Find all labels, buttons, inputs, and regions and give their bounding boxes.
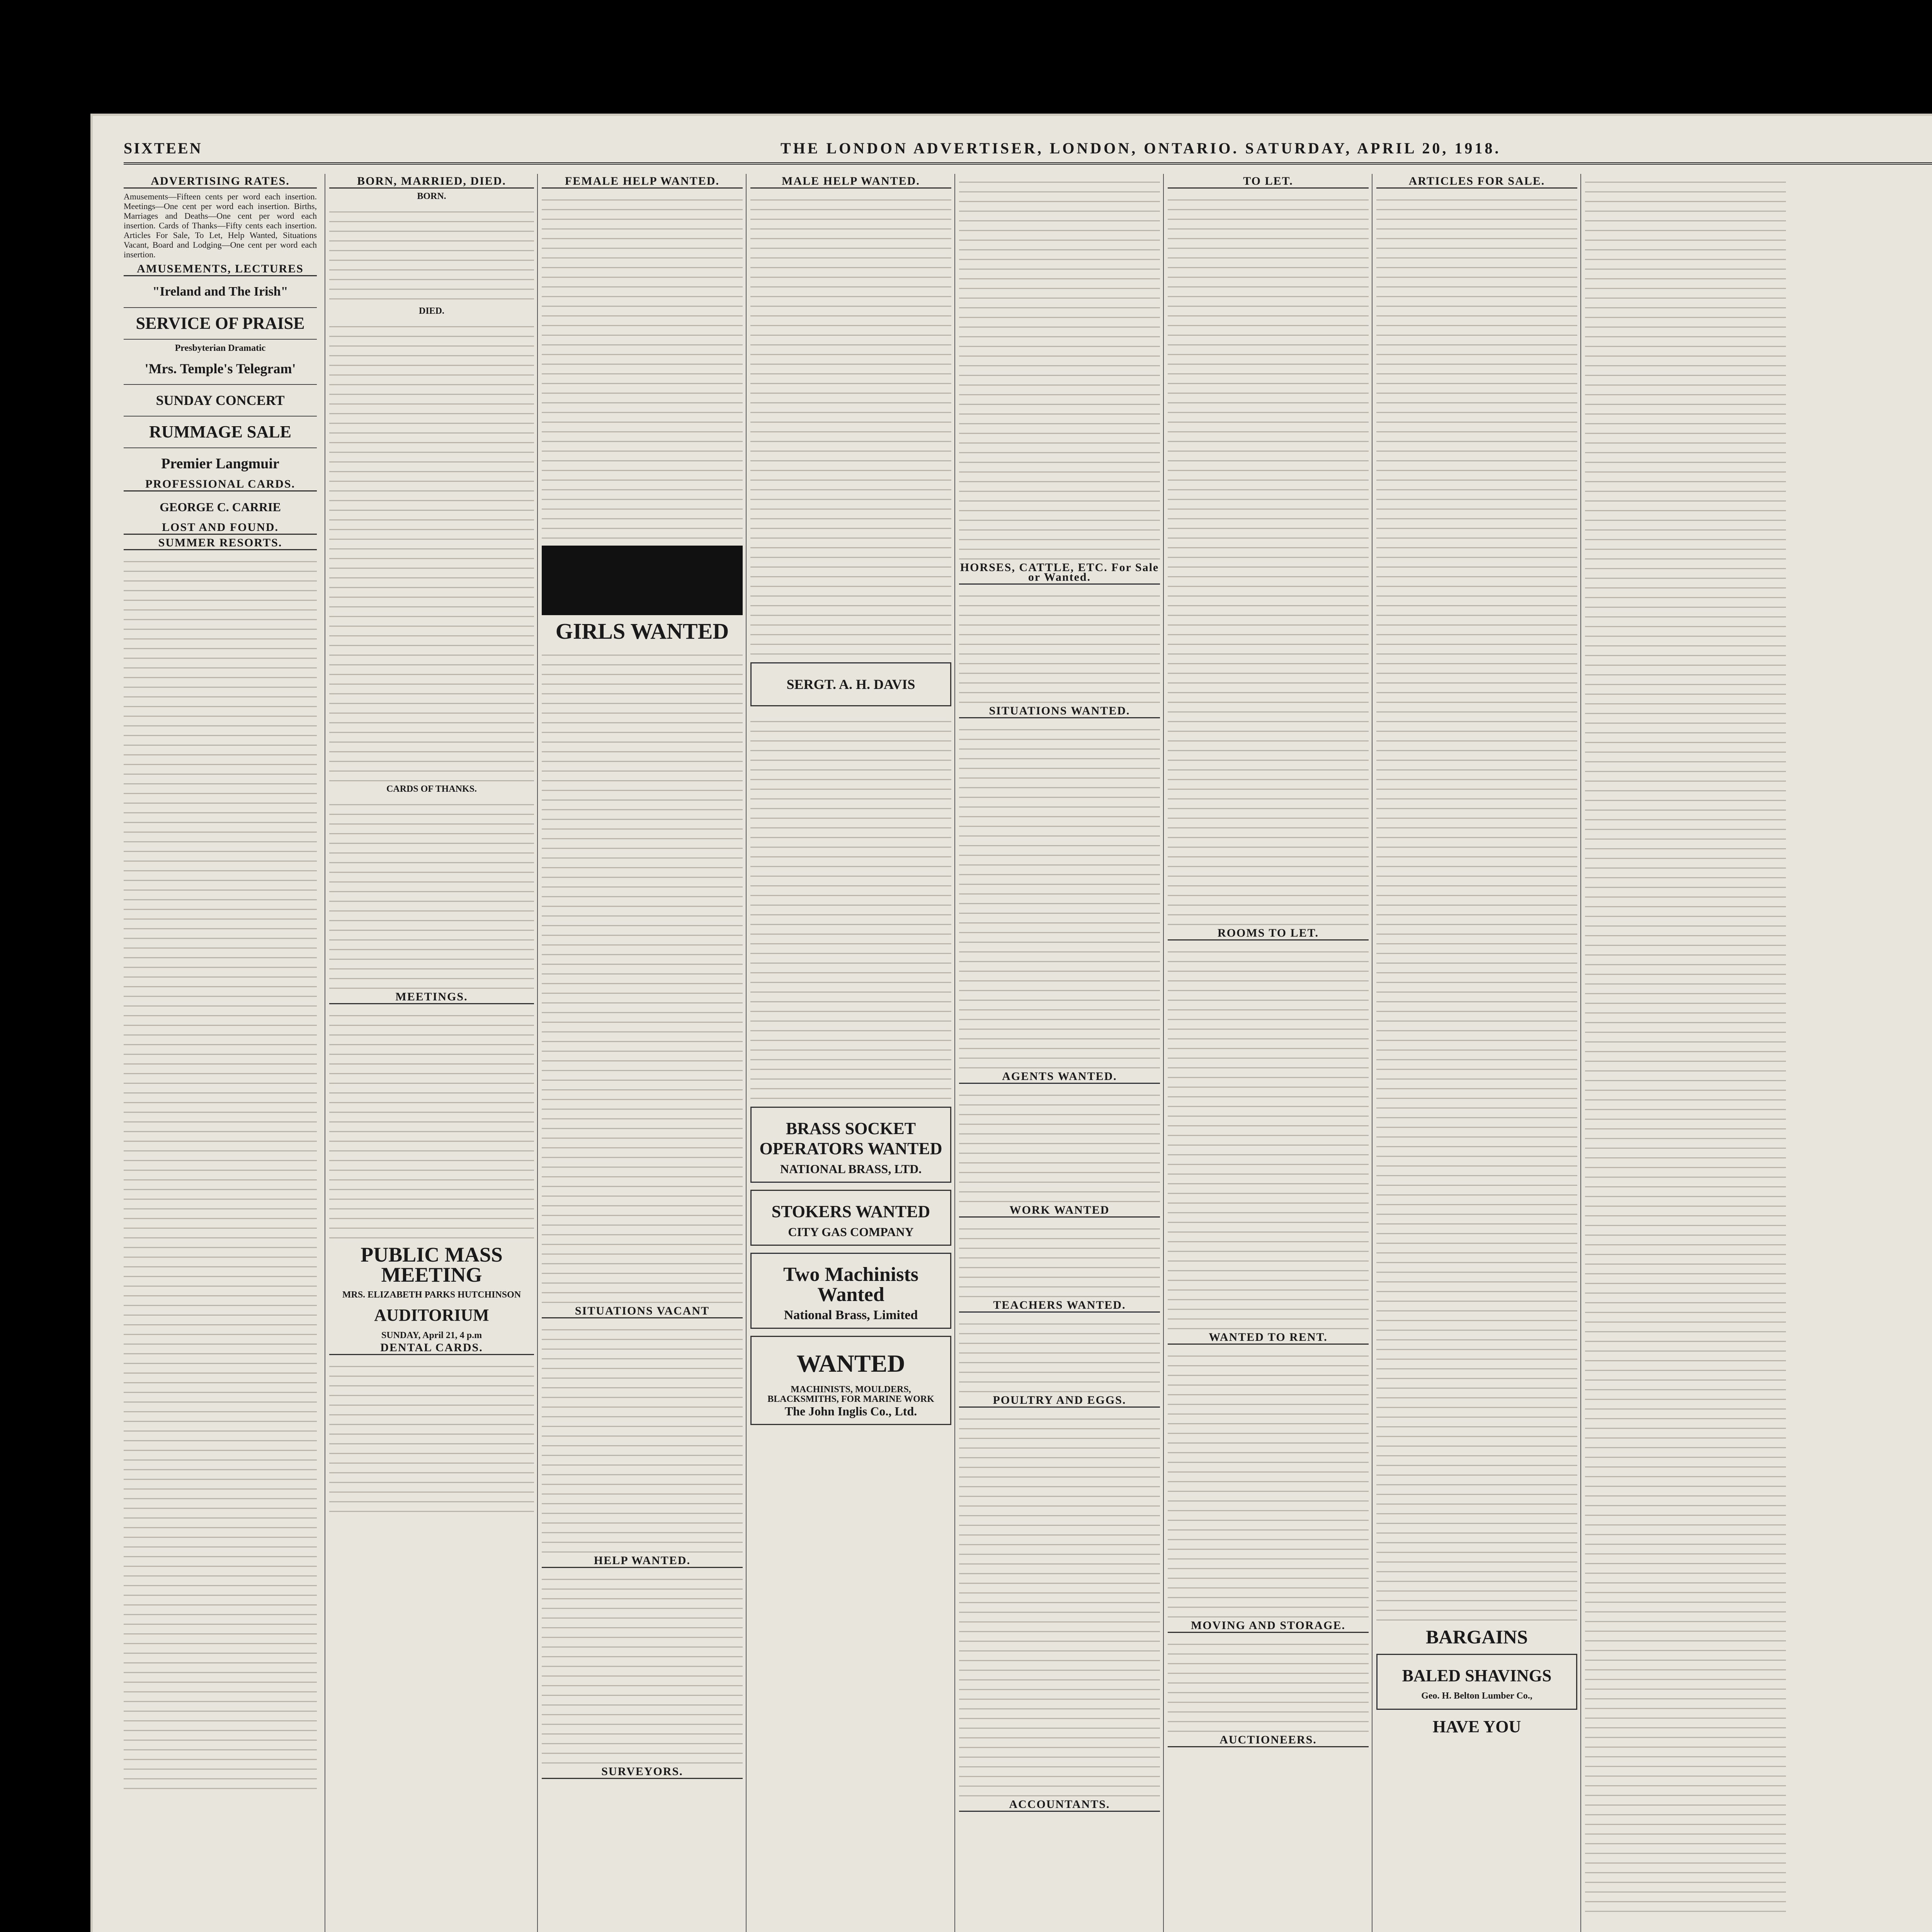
work-wanted-heading: WORK WANTED bbox=[959, 1205, 1160, 1218]
brass-ad bbox=[750, 1107, 951, 1183]
divider bbox=[124, 447, 317, 448]
machinists-title: Two Machinists Wanted bbox=[783, 1264, 919, 1306]
ad-text-block bbox=[542, 192, 743, 539]
ad-text-block bbox=[329, 796, 534, 990]
ad-text-block bbox=[1585, 174, 1786, 1913]
ad-text-block bbox=[959, 1087, 1160, 1203]
ad-text-block bbox=[329, 1007, 534, 1239]
ad-text-block bbox=[1168, 192, 1369, 926]
ad-text-block bbox=[329, 1358, 534, 1513]
ad-text-block bbox=[959, 1221, 1160, 1298]
ad-text-block bbox=[959, 174, 1160, 560]
stokers-title: STOKERS WANTED bbox=[771, 1202, 930, 1221]
divider bbox=[124, 339, 317, 340]
agents-heading: AGENTS WANTED. bbox=[959, 1071, 1160, 1084]
belton-name: Geo. H. Belton Lumber Co., bbox=[1421, 1691, 1532, 1701]
poultry-heading: POULTRY AND EGGS. bbox=[959, 1395, 1160, 1408]
wanted-title: WANTED bbox=[796, 1350, 905, 1377]
rates-text: Amusements—Fifteen cents per word each insertion. Meetings—One cent per word each insertion. Births, Marriages and Deaths—One cent per word each insertion. Cards of Thanks—Fifty cents each insertion. Articles For Sale, To Let, Help Wanted, Situations Vacant, Board and Lodging—One cent per word each insertion. bbox=[124, 192, 317, 259]
died-subheading: DIED. bbox=[418, 306, 444, 316]
ad-text-block bbox=[959, 1411, 1160, 1797]
rummage-title: RUMMAGE SALE bbox=[149, 422, 291, 441]
summer-heading: SUMMER RESORTS. bbox=[124, 538, 317, 550]
column-articles-sale bbox=[1372, 174, 1581, 1932]
ad-text-block bbox=[542, 647, 743, 1304]
ad-text-block bbox=[1376, 192, 1577, 1621]
trades-list: MACHINISTS, MOULDERS, BLACKSMITHS, FOR MARINE WORK bbox=[767, 1384, 934, 1404]
situations-wanted-heading: SITUATIONS WANTED. bbox=[959, 706, 1160, 718]
premier-title: Premier Langmuir bbox=[161, 456, 279, 472]
national-brass-limited: National Brass, Limited bbox=[784, 1308, 918, 1322]
ad-text-block bbox=[750, 713, 951, 1100]
meeting-date: SUNDAY, April 21, 4 p.m bbox=[381, 1330, 482, 1340]
thanks-subheading: CARDS OF THANKS. bbox=[386, 784, 477, 794]
girls-wanted-title: GIRLS WANTED bbox=[555, 619, 729, 644]
professional-heading: PROFESSIONAL CARDS. bbox=[124, 479, 317, 492]
national-brass-name: NATIONAL BRASS, LTD. bbox=[780, 1162, 922, 1176]
praise-title: SERVICE OF PRAISE bbox=[136, 314, 305, 333]
paper-title: THE LONDON ADVERTISER, LONDON, ONTARIO. SATURDAY, APRIL 20, 1918. bbox=[781, 139, 1501, 157]
shavings-title: BALED SHAVINGS bbox=[1402, 1666, 1552, 1685]
ad-text-block bbox=[959, 588, 1160, 704]
ad-text-block bbox=[1168, 1348, 1369, 1618]
meetings-heading: MEETINGS. bbox=[329, 992, 534, 1004]
shavings-ad bbox=[1376, 1654, 1577, 1710]
have-you-title: HAVE YOU bbox=[1432, 1717, 1521, 1736]
ad-text-block bbox=[1168, 1636, 1369, 1733]
column-situations bbox=[954, 174, 1164, 1932]
ad-text-block bbox=[750, 192, 951, 655]
help-wanted-heading: HELP WANTED. bbox=[542, 1556, 743, 1568]
telegram-title: 'Mrs. Temple's Telegram' bbox=[145, 361, 296, 376]
inglis-ad bbox=[750, 1336, 951, 1425]
ad-text-block bbox=[542, 1571, 743, 1764]
ad-text-block bbox=[959, 1316, 1160, 1393]
column-to-let bbox=[1163, 174, 1372, 1932]
concert-title: SUNDAY CONCERT bbox=[156, 393, 285, 408]
speaker-name: MRS. ELIZABETH PARKS HUTCHINSON bbox=[342, 1290, 521, 1300]
carrie-title: GEORGE C. CARRIE bbox=[160, 500, 281, 514]
accountants-heading: ACCOUNTANTS. bbox=[959, 1799, 1160, 1812]
inglis-name: The John Inglis Co., Ltd. bbox=[784, 1404, 917, 1418]
bargains-title: BARGAINS bbox=[1426, 1626, 1528, 1648]
situations-vacant-heading: SITUATIONS VACANT bbox=[542, 1306, 743, 1318]
rates-heading: ADVERTISING RATES. bbox=[124, 176, 317, 189]
gas-company-name: CITY GAS COMPANY bbox=[788, 1225, 914, 1239]
moving-heading: MOVING AND STORAGE. bbox=[1168, 1621, 1369, 1633]
female-help-heading: FEMALE HELP WANTED. bbox=[542, 176, 743, 189]
newspaper-page bbox=[93, 116, 1932, 1932]
rooms-heading: ROOMS TO LET. bbox=[1168, 928, 1369, 940]
divider bbox=[124, 307, 317, 308]
articles-sale-heading: ARTICLES FOR SALE. bbox=[1376, 176, 1577, 189]
ad-text-block bbox=[329, 318, 534, 782]
divider bbox=[124, 384, 317, 385]
ad-text-block bbox=[959, 721, 1160, 1069]
brass-title: BRASS SOCKET OPERATORS WANTED bbox=[759, 1119, 942, 1158]
column-female-help bbox=[537, 174, 747, 1932]
surveyors-heading: SURVEYORS. bbox=[542, 1767, 743, 1779]
column-amusements bbox=[124, 174, 321, 1932]
born-subheading: BORN. bbox=[417, 191, 446, 201]
ink-blot bbox=[542, 546, 743, 615]
ad-text-block bbox=[124, 553, 317, 1790]
teachers-heading: TEACHERS WANTED. bbox=[959, 1300, 1160, 1313]
born-married-died-heading: BORN, MARRIED, DIED. bbox=[329, 176, 534, 189]
lost-found-heading: LOST AND FOUND. bbox=[124, 522, 317, 535]
to-let-heading: TO LET. bbox=[1168, 176, 1369, 189]
auctioneers-heading: AUCTIONEERS. bbox=[1168, 1735, 1369, 1747]
auditorium-title: AUDITORIUM bbox=[374, 1306, 489, 1325]
masthead bbox=[124, 139, 1932, 165]
column-male-help bbox=[746, 174, 955, 1932]
stokers-ad bbox=[750, 1190, 951, 1246]
divider bbox=[124, 416, 317, 417]
male-help-heading: MALE HELP WANTED. bbox=[750, 176, 951, 189]
davis-title: SERGT. A. H. DAVIS bbox=[786, 677, 915, 692]
column-misc bbox=[1580, 174, 1790, 1932]
public-meeting-title: PUBLIC MASS MEETING bbox=[361, 1243, 503, 1286]
column-born-married-died bbox=[325, 174, 538, 1932]
ad-text-block bbox=[329, 204, 534, 304]
dental-heading: DENTAL CARDS. bbox=[329, 1343, 534, 1355]
page-number: SIXTEEN bbox=[124, 139, 202, 157]
wanted-rent-heading: WANTED TO RENT. bbox=[1168, 1332, 1369, 1345]
dramatic-title: Presbyterian Dramatic bbox=[175, 343, 266, 353]
ad-text-block bbox=[542, 1321, 743, 1553]
ad-text-block bbox=[1168, 944, 1369, 1330]
amusements-heading: AMUSEMENTS, LECTURES bbox=[124, 264, 317, 276]
horses-heading: HORSES, CATTLE, ETC. For Sale or Wanted. bbox=[959, 563, 1160, 585]
lecture-title: "Ireland and The Irish" bbox=[152, 284, 288, 299]
davis-ad bbox=[750, 662, 951, 706]
machinists-ad bbox=[750, 1253, 951, 1329]
